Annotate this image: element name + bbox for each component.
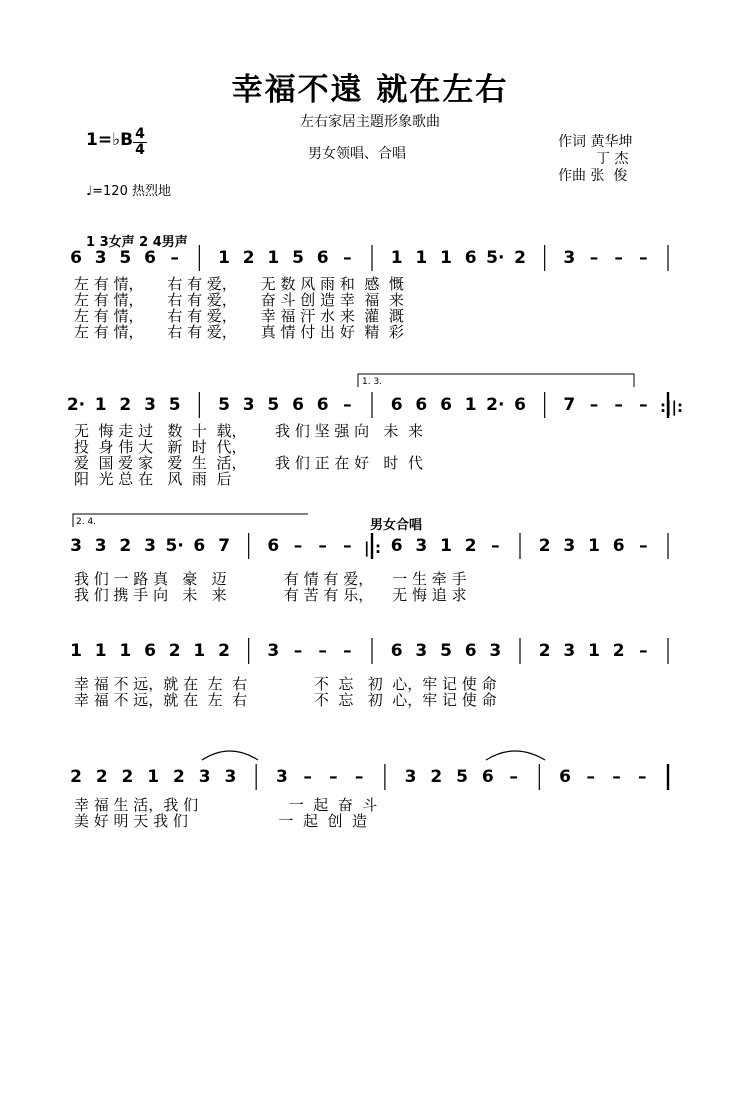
note: – [639, 395, 648, 415]
note: 7 [218, 536, 230, 556]
note: 3 [94, 536, 107, 556]
note: 6 [559, 767, 571, 787]
note: 2 [612, 641, 625, 661]
note: 6 [390, 536, 403, 556]
repeat-sign: ||: [364, 539, 381, 557]
note: 5 [292, 248, 304, 268]
performers: 男女领唱、合唱 [308, 146, 406, 162]
tempo-marking: ♩=120 热烈地 [86, 184, 171, 199]
note: 6 [316, 248, 329, 268]
note: 1 [218, 248, 230, 268]
lyricist-2: 丁 杰 [596, 151, 629, 167]
note: 2 [514, 248, 526, 268]
note: 2 [119, 536, 132, 556]
lyric-line: 幸 福 生 活，我 们 一 起 奋 斗 [74, 796, 378, 814]
note: 3 [144, 536, 156, 556]
note: 6 [70, 248, 82, 268]
composer: 张 俊 [590, 168, 628, 184]
note: – [639, 536, 648, 556]
note: – [343, 248, 352, 268]
time-top: 4 [135, 126, 145, 142]
lyric-line: 我 们 一 路 真 豪 迈 有 情 有 爱， 一 生 牵 手 [74, 570, 467, 588]
note: – [509, 767, 518, 787]
composer-label: 作曲 [558, 168, 586, 184]
note: 5 [218, 395, 230, 415]
note: 6 [464, 641, 477, 661]
subtitle: 左右家居主題形象歌曲 [300, 114, 440, 130]
note: 3 [563, 536, 576, 556]
lyric-line: 幸 福 不 远，就 在 左 右 不 忘 初 心，牢 记 使 命 [74, 691, 497, 709]
note: 6 [440, 395, 452, 415]
note: – [170, 248, 179, 268]
note: 1 [588, 641, 600, 661]
key-signature: 1=♭B [86, 130, 134, 150]
note: 1 [94, 641, 107, 661]
note: 3 [94, 248, 107, 268]
note: 5 [267, 395, 280, 415]
note: – [343, 395, 352, 415]
note: 1 [94, 395, 107, 415]
note: – [354, 767, 364, 787]
lyric-line: 左 有 情， 右 有 爱， 幸 福 汗 水 来 灌 溉 [74, 307, 404, 325]
note: 3 [489, 641, 502, 661]
note: 1 [147, 767, 160, 787]
volta-2-label: 2. 4. [76, 517, 97, 527]
note: 6 [144, 248, 156, 268]
note: 1 [588, 536, 600, 556]
lyricist-label: 作词 [558, 134, 586, 150]
lyric-line: 美 好 明 天 我 们 一 起 创 造 [74, 812, 368, 830]
volta-1-label: 1. 3. [362, 377, 383, 387]
note: – [318, 536, 327, 556]
note: – [318, 641, 327, 661]
lyric-line: 左 有 情， 右 有 爱， 奋 斗 创 造 幸 福 来 [74, 291, 404, 309]
lyric-line: 无 悔 走 过 数 十 载， 我 们 坚 强 向 未 来 [74, 422, 423, 440]
note: 6 [481, 767, 494, 787]
note: 5 [168, 395, 181, 415]
note: 2 [218, 641, 230, 661]
note: 5 [456, 767, 469, 787]
note: 2 [242, 248, 255, 268]
note: 1 [415, 248, 428, 268]
note: 3 [267, 641, 280, 661]
note: – [343, 536, 352, 556]
note: – [586, 767, 596, 787]
note: 1 [70, 641, 82, 661]
note: 3 [563, 641, 576, 661]
lyric-line: 幸 福 不 远，就 在 左 右 不 忘 初 心，牢 记 使 命 [74, 675, 497, 693]
note: 3 [242, 395, 255, 415]
note: 5· [486, 248, 505, 268]
lyric-line: 阳 光 总 在 风 雨 后 [74, 470, 232, 488]
note: 2 [173, 767, 185, 787]
note: 1 [193, 641, 206, 661]
note: 3 [415, 536, 428, 556]
note: 3 [404, 767, 417, 787]
note: 2· [486, 395, 505, 415]
note: 5 [119, 248, 132, 268]
note: – [589, 248, 599, 268]
page-title: 幸福不遠 就在左右 [231, 72, 509, 108]
note: 6 [390, 641, 403, 661]
note: 1 [390, 248, 403, 268]
note: 6 [390, 395, 403, 415]
lyric-line: 爱 国 爱 家 爱 生 活， 我 们 正 在 好 时 代 [74, 454, 423, 472]
note: 6 [612, 536, 625, 556]
note: 3 [70, 536, 82, 556]
note: 3 [275, 767, 288, 787]
note: 2 [70, 767, 82, 787]
note: – [639, 641, 648, 661]
note: 3 [198, 767, 211, 787]
note: 6 [267, 536, 280, 556]
note: 6 [464, 248, 477, 268]
note: – [491, 536, 500, 556]
note: – [293, 536, 303, 556]
note: – [293, 641, 303, 661]
note: 2 [464, 536, 477, 556]
note: 2 [430, 767, 443, 787]
note: 2· [66, 395, 86, 415]
note: 3 [563, 248, 576, 268]
slurs [202, 751, 545, 760]
note: 1 [464, 395, 477, 415]
note: – [589, 395, 599, 415]
lyric-line: 我 们 携 手 向 未 来 有 苦 有 乐， 无 悔 追 求 [74, 586, 467, 604]
note: 3 [224, 767, 237, 787]
note: 6 [292, 395, 304, 415]
note: 6 [144, 641, 156, 661]
note: 2 [168, 641, 181, 661]
note: 1 [119, 641, 132, 661]
note: 6 [415, 395, 428, 415]
part-label-1: 1 3女声 2 4男声 [86, 235, 188, 250]
note: 7 [563, 395, 576, 415]
note: 2 [121, 767, 134, 787]
note: – [639, 248, 648, 268]
note: 3 [415, 641, 428, 661]
lyric-line: 左 有 情， 右 有 爱， 无 数 风 雨 和 感 慨 [74, 275, 404, 293]
note: 5· [165, 536, 184, 556]
note: – [614, 248, 623, 268]
note: 1 [440, 536, 452, 556]
note: 2 [95, 767, 108, 787]
lyric-line: 左 有 情， 右 有 爱， 真 情 付 出 好 精 彩 [74, 323, 404, 341]
note: – [343, 641, 352, 661]
note: 1 [267, 248, 280, 268]
chorus-label: 男女合唱 [370, 518, 423, 533]
note: 2 [538, 641, 551, 661]
note: 6 [316, 395, 329, 415]
lyric-line: 投 身 伟 大 新 时 代， [74, 438, 247, 456]
note: – [329, 767, 338, 787]
note: – [612, 767, 621, 787]
repeat-sign: :||: [660, 398, 683, 416]
note: – [303, 767, 312, 787]
note: 5 [440, 641, 452, 661]
note: 3 [144, 395, 156, 415]
note: – [638, 767, 647, 787]
note: 2 [538, 536, 551, 556]
note: 6 [193, 536, 206, 556]
lyricist-1: 黄华坤 [590, 134, 633, 150]
note: 6 [514, 395, 526, 415]
time-bottom: 4 [135, 142, 145, 158]
note: 2 [119, 395, 132, 415]
note: – [614, 395, 623, 415]
note: 1 [440, 248, 452, 268]
